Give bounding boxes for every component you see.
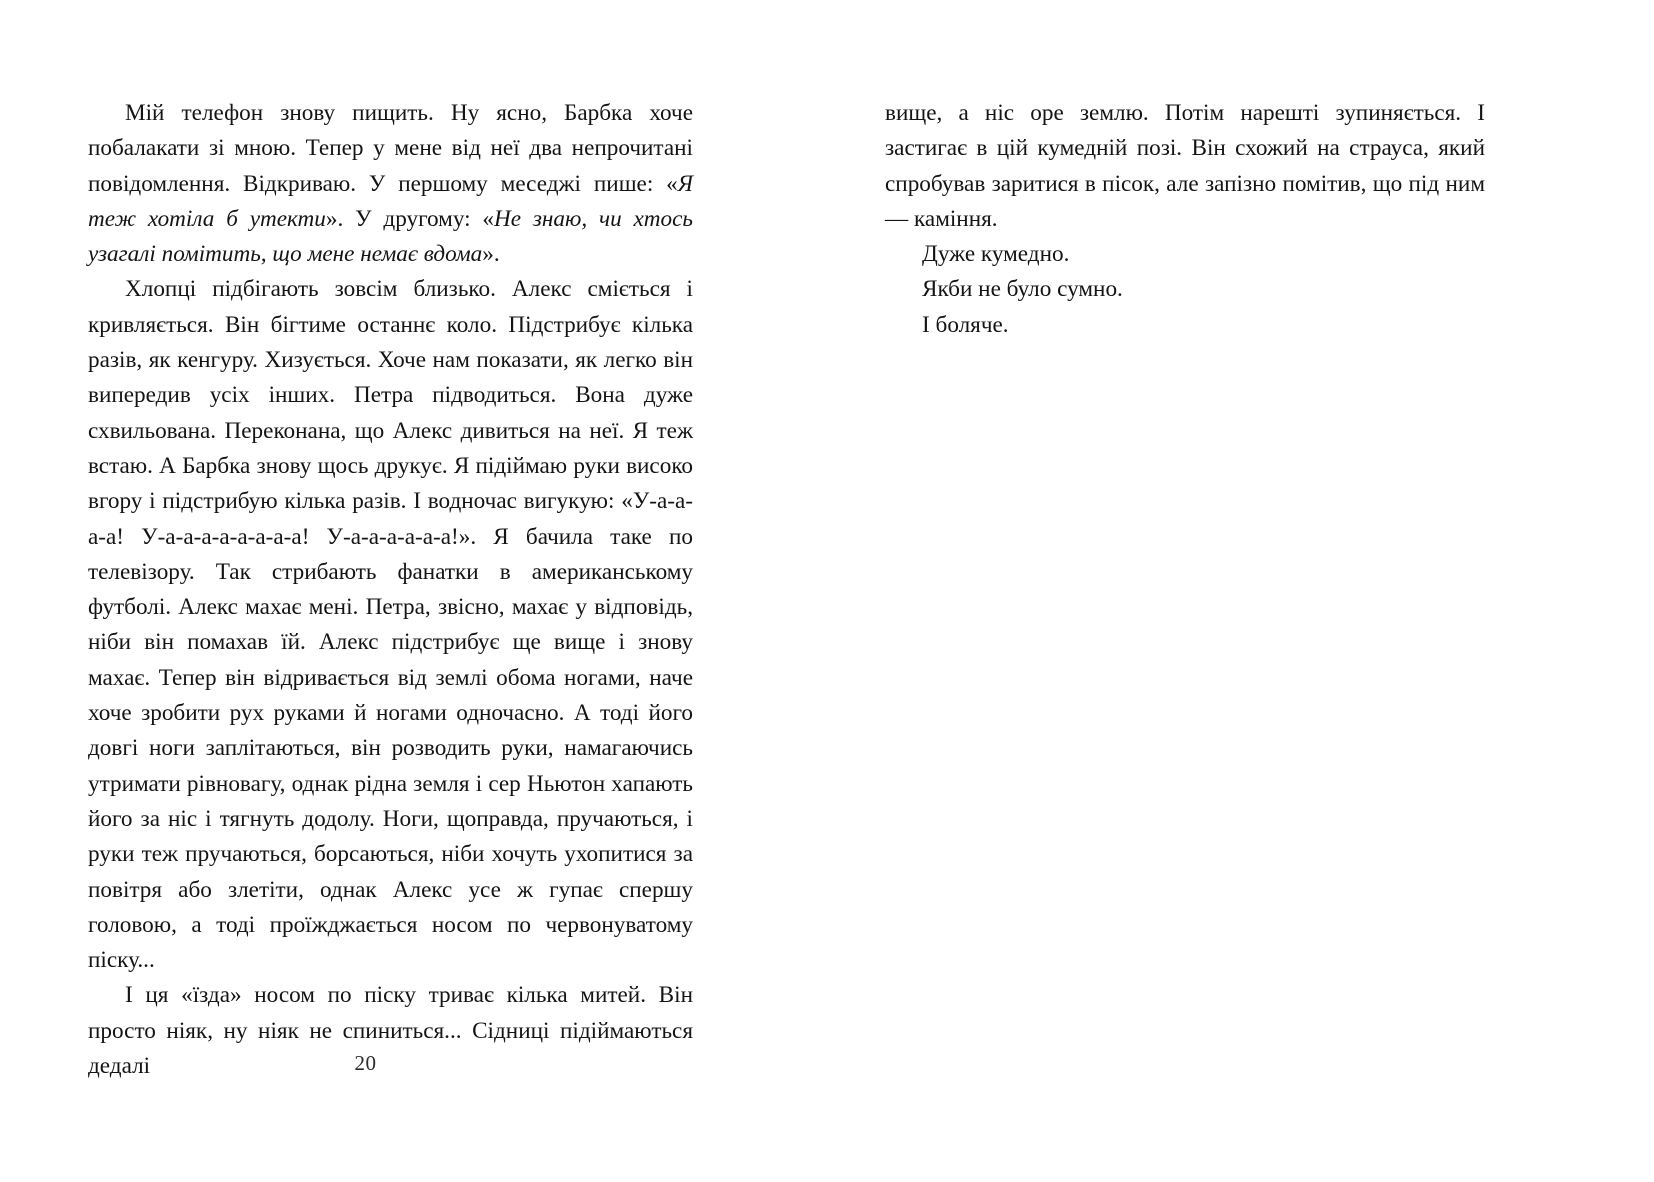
- paragraph: Якби не було сумно.: [922, 276, 1123, 303]
- page-number: 20: [354, 1051, 377, 1075]
- right-column-textblock: [885, 96, 1485, 343]
- italic-run: Не знаю, чи хтось узагалі помітить, що мене немає вдома: [88, 205, 693, 268]
- paragraph: І ця «їзда» носом по піску триває кілька митей. Він просто ніяк, ну ніяк не спиниться... Сідниці підіймаються дедалі: [88, 982, 693, 1080]
- right-page: [827, 0, 1654, 1182]
- paragraph: Дуже кумедно.: [922, 241, 1070, 268]
- paragraph: Мій телефон знову пищить. Ну ясно, Барбка хоче побалакати зі мною. Тепер у мене від неї два непрочитані повідомлення. Відкриваю. У першому меседжі пише: «Я теж хотіла б утекти». У другому: «Не знаю, чи хтось узагалі помітить, що мене немає вдома».: [88, 100, 693, 268]
- left-column-textblock: [88, 96, 693, 1084]
- paragraph: І боляче.: [922, 311, 1009, 338]
- paragraph: Хлопці підбігають зовсім близько. Алекс сміється і кривляється. Він бігтиме останнє коло. Підстрибує кілька разів, як кенгуру. Хизується. Хоче нам показати, як легко він випередив усіх інших. Петра підводиться. Вона дуже схвильована. Переконана, що Алекс дивиться на неї. Я теж встаю. А Барбка знову щось друкує. Я підіймаю руки високо вгору і підстрибую кілька разів. І водночас вигукую: «У-а-а-а-а! У-а-а-а-а-а-а-а-а! У-а-а-а-а-а-а!». Я бачила таке по телевізору. Так стрибають фанатки в американському футболі. Алекс махає мені. Петра, звісно, махає у відповідь, ніби він помахав їй. Алекс підстрибує ще вище і знову махає. Тепер він відривається від землі обома ногами, наче хоче зробити рух руками й ногами одночасно. А тоді його довгі ноги заплітаються, він розводить руки, намагаючись утримати рівновагу, однак рідна земля і сер Ньютон хапають його за ніс і тягнуть додолу. Ноги, щоправда, пручаються, і руки теж пручаються, борсаються, ніби хочуть ухопитися за повітря або злетіти, однак Алекс усе ж гупає спершу головою, а тоді проїжджається носом по червонуватому піску...: [88, 276, 693, 974]
- italic-run: Я теж хотіла б утекти: [88, 170, 693, 232]
- paragraph: вище, а ніс оре землю. Потім нарешті зупиняється. І застигає в цій кумедній позі. Він схожий на страуса, який спробував заритися в пісок, але запізно помітив, що під ним — каміння.: [885, 100, 1485, 232]
- page-folio: [0, 1051, 827, 1076]
